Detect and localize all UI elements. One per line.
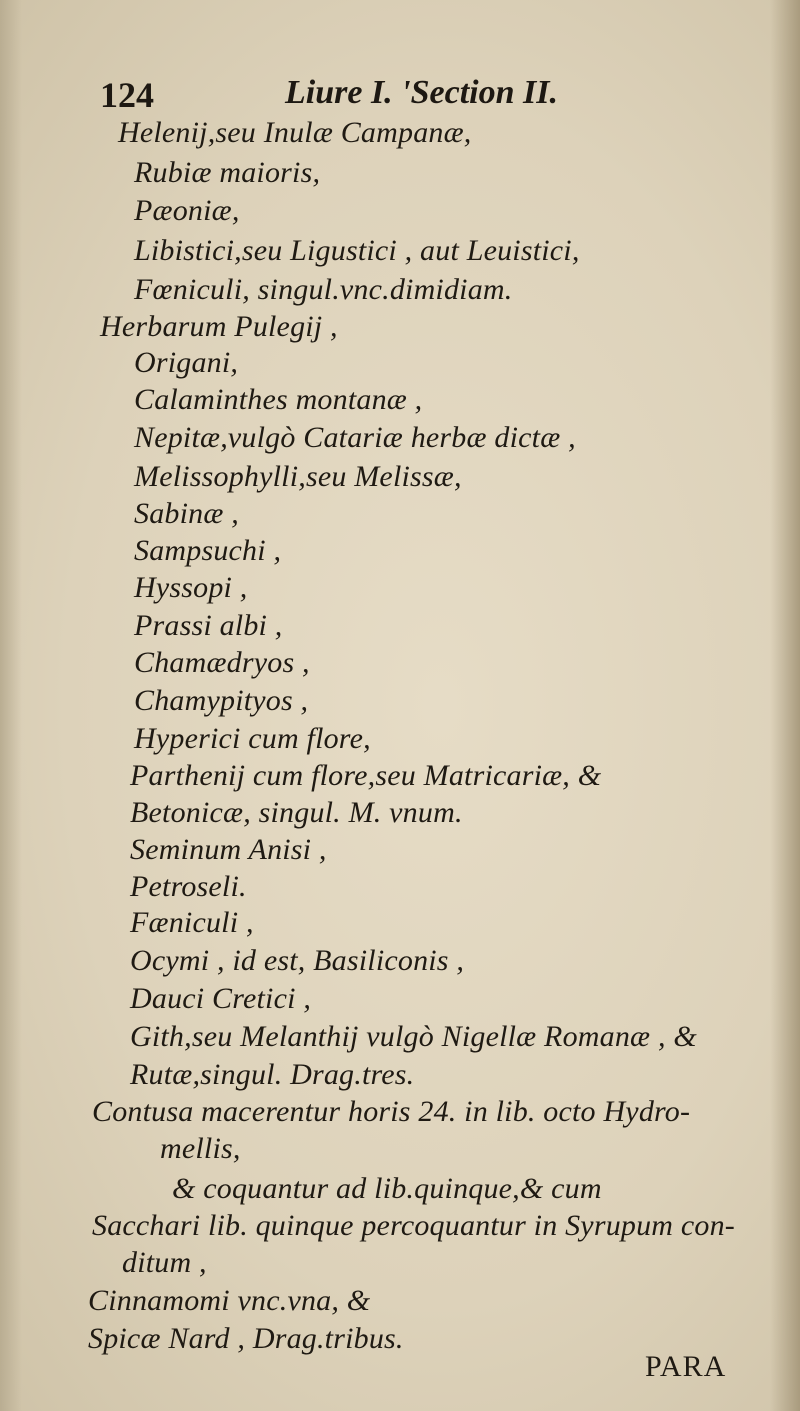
text-line: Sacchari lib. quinque percoquantur in Syrupum con- bbox=[92, 1209, 735, 1242]
text-line: Chamypityos , bbox=[134, 684, 309, 717]
text-line: Rubiæ maioris, bbox=[134, 156, 321, 189]
text-line: mellis, bbox=[160, 1132, 241, 1165]
text-line: Calaminthes montanæ , bbox=[134, 383, 423, 416]
text-line: Fœniculi, singul.vnc.dimidiam. bbox=[134, 273, 513, 306]
text-line: Herbarum Pulegij , bbox=[100, 310, 338, 343]
text-line: Libistici,seu Ligustici , aut Leuistici, bbox=[134, 234, 580, 267]
text-line: Prassi albi , bbox=[134, 609, 283, 642]
text-line: Origani, bbox=[134, 346, 239, 379]
page-number: 124 bbox=[100, 75, 154, 115]
text-line: Nepitæ,vulgò Catariæ herbæ dictæ , bbox=[134, 421, 576, 454]
text-line: Rutæ,singul. Drag.tres. bbox=[130, 1058, 415, 1091]
text-line: Sabinæ , bbox=[134, 497, 239, 530]
text-line: Ocymi , id est, Basiliconis , bbox=[130, 944, 465, 977]
text-line: Dauci Cretici , bbox=[130, 982, 312, 1015]
text-line: Spicæ Nard , Drag.tribus. bbox=[88, 1322, 404, 1355]
text-line: Cinnamomi vnc.vna, & bbox=[88, 1284, 371, 1317]
text-line: Sampsuchi , bbox=[134, 534, 282, 567]
text-line: Hyperici cum flore, bbox=[134, 722, 371, 755]
text-line: Fæniculi , bbox=[130, 906, 254, 939]
text-line: & coquantur ad lib.quinque,& cum bbox=[172, 1172, 602, 1205]
text-line: Chamædryos , bbox=[134, 646, 310, 679]
text-line: Seminum Anisi , bbox=[130, 833, 327, 866]
text-line: Helenij,seu Inulæ Campanæ, bbox=[118, 116, 472, 149]
text-line: Petroseli. bbox=[130, 870, 247, 903]
catchword: PARA bbox=[645, 1350, 727, 1383]
text-line: Melissophylli,seu Melissæ, bbox=[134, 460, 462, 493]
text-line: Betonicæ, singul. M. vnum. bbox=[130, 796, 463, 829]
text-line: Pæoniæ, bbox=[134, 194, 240, 227]
text-line: Gith,seu Melanthij vulgò Nigellæ Romanæ , & bbox=[130, 1020, 697, 1053]
text-line: Contusa macerentur horis 24. in lib. octo Hydro- bbox=[92, 1095, 691, 1128]
text-line: ditum , bbox=[122, 1246, 207, 1279]
text-line: Hyssopi , bbox=[134, 571, 248, 604]
text-line: Parthenij cum flore,seu Matricariæ, & bbox=[130, 759, 602, 792]
running-head: Liure I. 'Section II. bbox=[285, 74, 558, 111]
